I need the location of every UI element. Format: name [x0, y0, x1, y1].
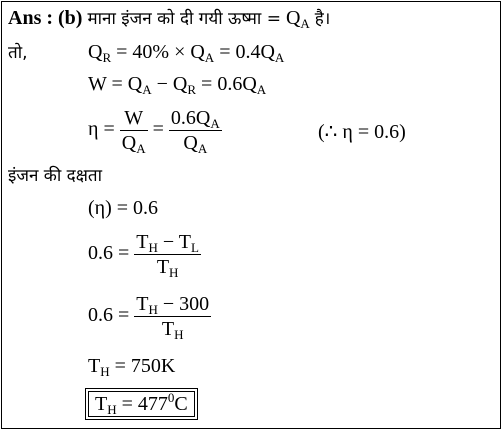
answer-box	[1, 1, 501, 429]
answer-header	[8, 6, 330, 31]
eq-carnot-sub: 0.6 = $\frac{T_H - 300}{T_H}$	[88, 293, 210, 342]
option-label: (b)	[58, 7, 83, 29]
fraction-w-qa: $\frac{W}{Q_A}$	[121, 107, 146, 156]
efficiency-note: (∴ η = 0.6)	[318, 121, 406, 143]
eq-work: $W = Q_A - Q_R = 0.6Q_A$	[88, 73, 267, 97]
eq-th-kelvin: $T_H = 750K$	[88, 355, 176, 379]
final-answer-box	[88, 392, 195, 416]
final-answer: $T_H = 477^0C$	[88, 391, 195, 417]
fraction-th-300: $\frac{T_H - 300}{T_H}$	[136, 293, 210, 342]
intro-end: है।	[314, 9, 331, 29]
fraction-th-tl: $\frac{T_H - T_L}{T_H}$	[136, 231, 199, 280]
fraction-06qa-qa: $\frac{0.6Q_A}{Q_A}$	[170, 107, 220, 156]
heat-symbol: $Q_A$	[285, 7, 310, 31]
efficiency-heading: इंजन की दक्षता	[8, 166, 102, 186]
intro-text: माना इंजन को दी गयी ऊष्मा =	[87, 9, 281, 29]
eq-carnot: 0.6 = $\frac{T_H - T_L}{T_H}$	[88, 231, 199, 280]
eq-eta-value: (η) = 0.6	[88, 197, 159, 219]
eq-efficiency: η = $\frac{W}{Q_A}$ = $\frac{0.6Q_A}{Q_A}$	[88, 107, 220, 156]
eq-qr: $Q_R = 40\% \times Q_A = 0.4Q_A$	[88, 41, 285, 65]
ans-label: Ans :	[8, 7, 54, 29]
so-label: तो,	[8, 43, 28, 63]
